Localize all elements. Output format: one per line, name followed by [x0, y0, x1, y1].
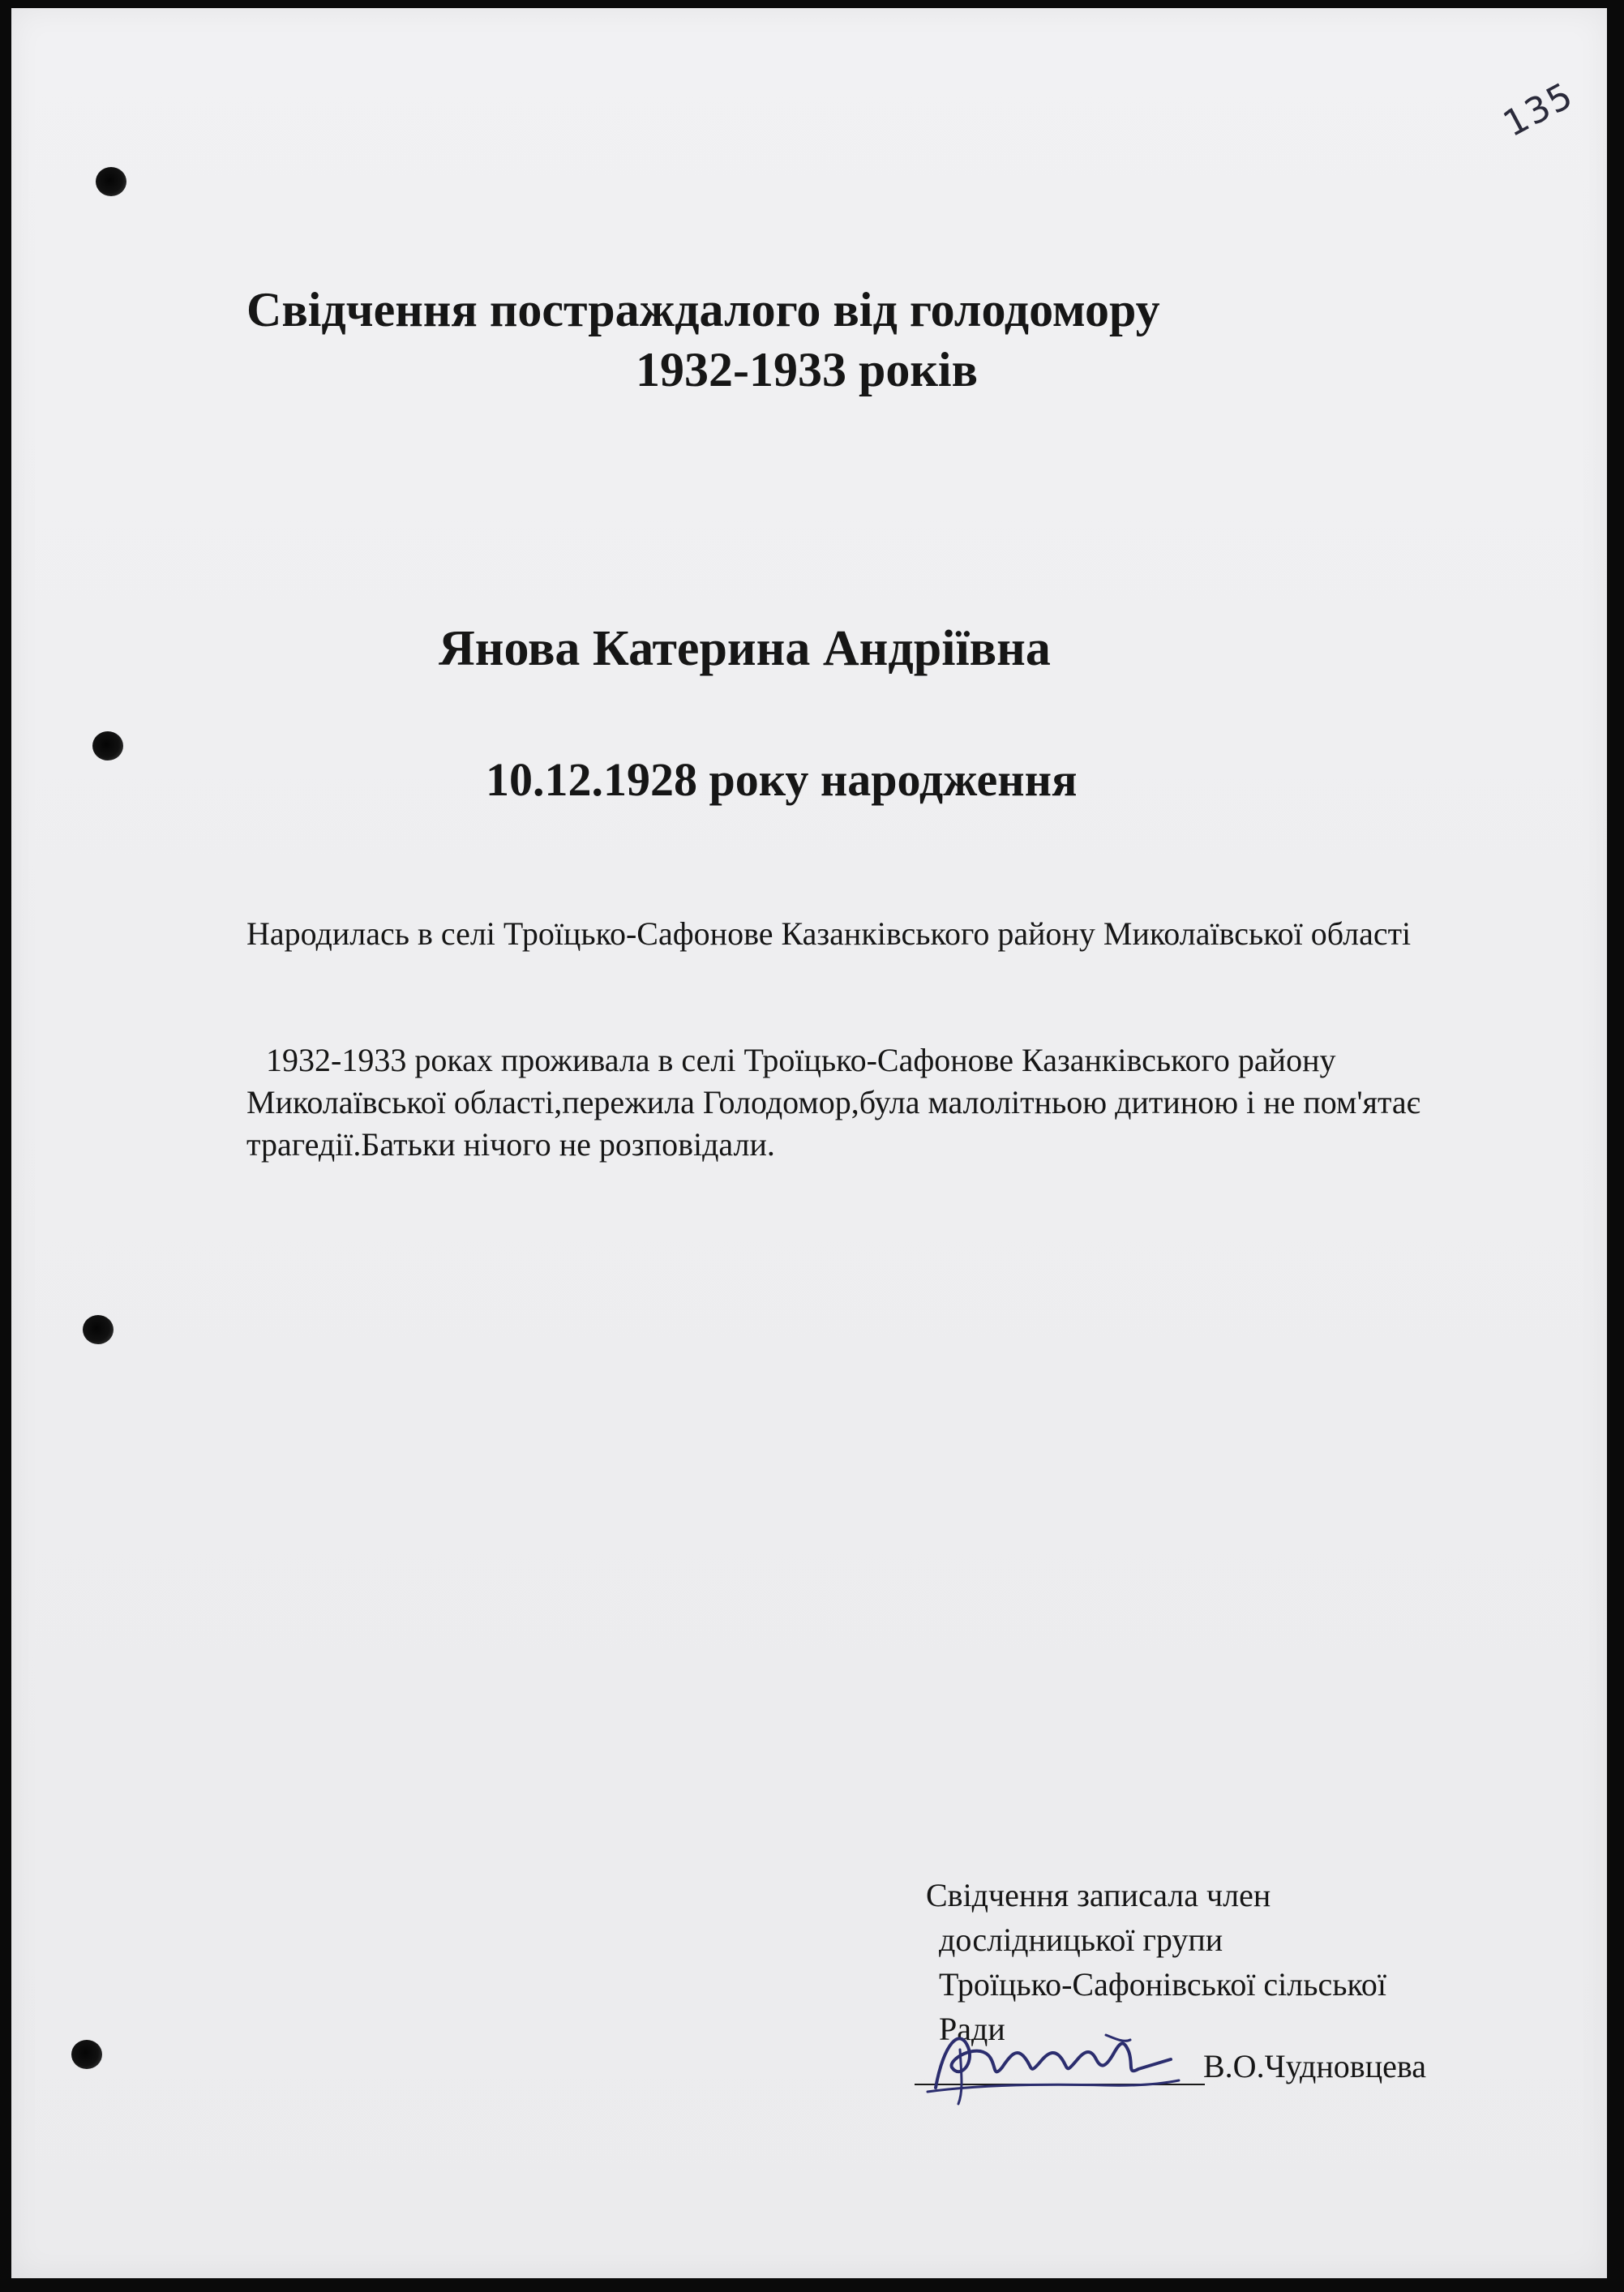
recorder-line: Ради: [939, 2011, 1005, 2047]
birth-date: 10.12.1928 року народження: [486, 753, 1078, 806]
punch-hole: [71, 2040, 102, 2069]
handwritten-page-number: 135: [1497, 74, 1581, 146]
punch-hole: [96, 167, 126, 196]
punch-hole: [92, 731, 123, 760]
handwritten-signature: [911, 2011, 1187, 2108]
recorder-line: Свідчення записала член: [926, 1877, 1271, 1913]
recorder-line: Троїцько-Сафонівської сільської: [939, 1966, 1387, 2003]
witness-name: Янова Катерина Андріївна: [439, 621, 1051, 676]
document-title-line1: Свідчення постраждалого від голодомору: [246, 283, 1160, 336]
testimony-paragraph: 1932-1933 роках проживала в селі Троїцько-Сафонове Казанківського району Миколаївської області,пережила Голодомор,була малолітньою дитиною і не пом'ятає трагедії.Батьки нічого не розповідали.: [246, 1042, 1420, 1163]
recorder-name: В.О.Чудновцева: [1203, 2048, 1426, 2084]
document-sheet: [11, 8, 1607, 2278]
birthplace-paragraph: Народилась в селі Троїцько-Сафонове Казанківського району Миколаївської області: [246, 915, 1412, 952]
document-title-line2: 1932-1933 років: [636, 343, 978, 396]
punch-hole: [83, 1315, 114, 1344]
recorder-line: дослідницької групи: [939, 1921, 1223, 1958]
